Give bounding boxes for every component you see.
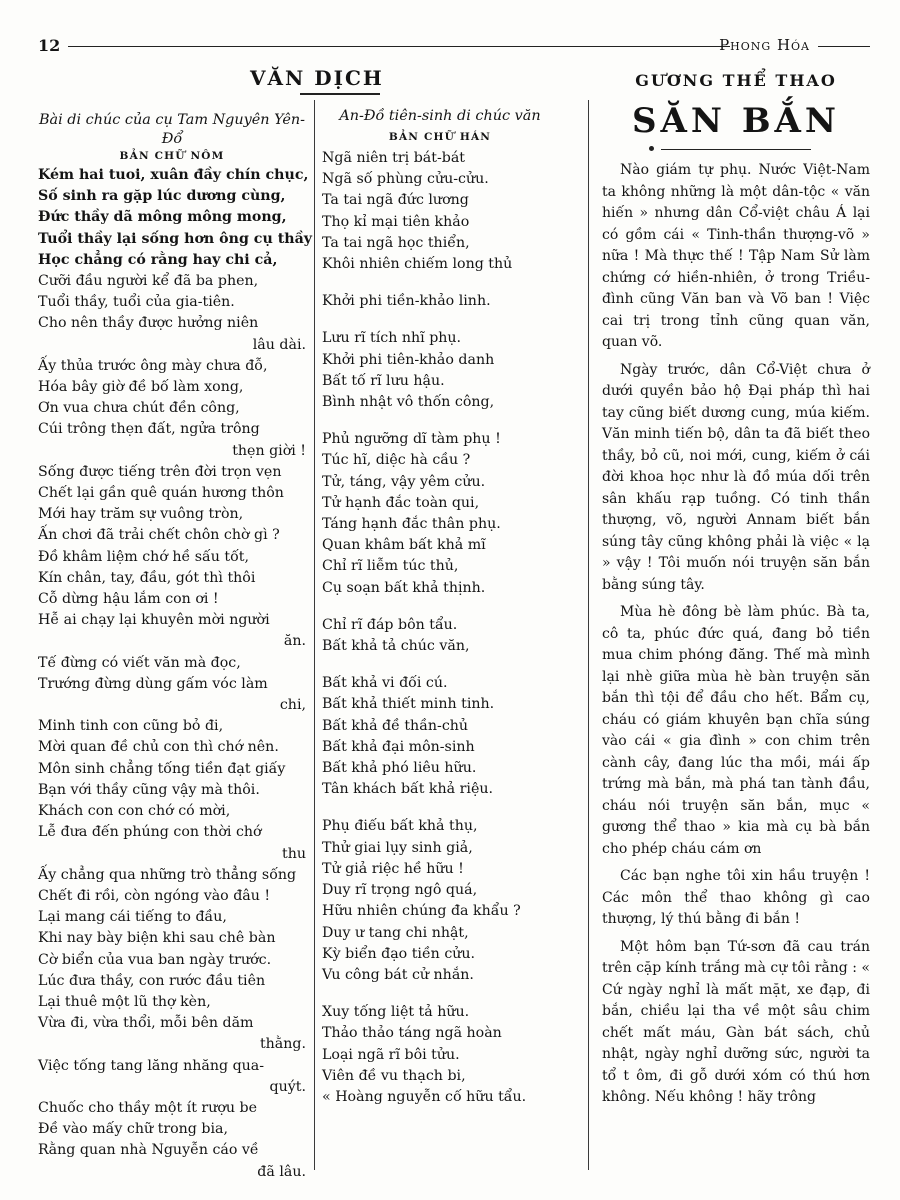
nom-verse-line: Đồ khâm liệm chớ hề sấu tốt, <box>38 548 249 565</box>
han-verse-line: Khởi phi tiền-khảo linh. <box>322 293 491 310</box>
nom-verse-line: Ấn chơi đã trải chết chôn chờ gì ? <box>38 527 280 544</box>
nom-verse-line: Lúc đưa thầy, con rước đầu tiên <box>38 972 266 989</box>
han-verse-line: Thảo thảo táng ngã hoàn <box>322 1025 502 1042</box>
han-verse-line: Duy rĩ trọng ngô quá, <box>322 882 478 899</box>
nom-verse-line: ăn. <box>283 633 306 650</box>
han-verse-line: Ta tai ngã học thiển, <box>322 234 470 251</box>
article-title-rule <box>661 149 811 150</box>
article-body <box>602 160 870 1109</box>
page-number: 12 <box>38 36 61 55</box>
article-kicker: GƯƠNG THỂ THAO <box>635 71 837 90</box>
nom-verse-line: Vừa đi, vừa thổi, mỗi bên dăm <box>38 1015 254 1032</box>
nom-verse-line: Tuổi thầy, tuổi của gia-tiên. <box>38 294 235 311</box>
han-verse-line: Lưu rĩ tích nhĩ phụ. <box>322 330 462 347</box>
han-verse-line: Bất khả thiết minh tinh. <box>322 696 495 713</box>
han-verse-line: Thọ kỉ mại tiên khảo <box>322 213 470 230</box>
section-title-rule <box>300 93 380 95</box>
nom-version-label: BẢN CHỮ NÔM <box>119 150 225 162</box>
nom-verse-line: Tuổi thầy lại sống hơn ông cụ thầy <box>38 230 313 247</box>
nom-verse-line: Khách con con chớ có mời, <box>38 803 231 820</box>
han-verse-line: Ngã niên trị bát-bát <box>322 150 465 166</box>
nom-verse-line: Trướng đừng dùng gấm vóc làm <box>38 675 268 692</box>
nom-verse-line: Lại mang cái tiếng to đầu, <box>38 909 227 926</box>
poem-title-nom: Bài di chúc của cụ Tam Nguyên Yên-Đổ <box>38 112 306 147</box>
nom-verse-line: đã lâu. <box>257 1163 306 1180</box>
nom-verse-line: thằng. <box>259 1036 306 1053</box>
han-verse-line: Phủ ngưỡng dĩ tàm phụ ! <box>322 431 501 448</box>
stanza-break <box>322 599 558 615</box>
nom-verse-line: Lại thuê một lũ thợ kèn, <box>38 993 211 1010</box>
han-verse-line: Kỳ biển đạo tiền cửu. <box>322 945 476 962</box>
header-rule <box>68 46 730 47</box>
nom-verse-line: thu <box>282 845 306 862</box>
nom-verse-line: Tế đừng có viết văn mà đọc, <box>38 654 241 671</box>
nom-verse-line: Mới hay trăm sự vuông tròn, <box>38 506 244 523</box>
nom-verse-line: Cúi trông thẹn đất, ngửa trông <box>38 421 260 438</box>
han-verse-line: Vu công bát cử nhắn. <box>322 966 474 983</box>
column-divider-left <box>314 100 315 1170</box>
nom-verse-line: Ơn vua chưa chút đền công, <box>38 400 240 417</box>
nom-verse-line: Chuốc cho thầy một ít rượu be <box>38 1099 257 1116</box>
running-title: Phong Hóa <box>719 36 810 54</box>
nom-verse-line: Ấy thủa trước ông mày chưa đỗ, <box>38 357 268 374</box>
nom-verse-line: Mời quan đề chủ con thì chớ nên. <box>38 739 279 756</box>
nom-verse-line: Môn sinh chẳng tống tiền đạt giấy <box>38 760 286 777</box>
han-verse-line: Phụ điếu bất khả thụ, <box>322 818 478 835</box>
han-verse-line: Khôi nhiên chiếm long thủ <box>322 256 513 273</box>
han-verse-line: Bình nhật vô thốn công, <box>322 394 495 411</box>
middle-column-han-poem <box>322 107 558 1108</box>
han-verse-line: Bất khả vi đối cú. <box>322 675 448 692</box>
nom-verse-line: Cỗ dừng hậu lắm con ơi ! <box>38 591 219 608</box>
article-paragraph: Các bạn nghe tôi xin hầu truyện ! Các môn thể thao không gì cao thượng, lý thú bằng đi bắn ! <box>602 868 870 928</box>
han-verse-line: Bất khả phó liêu hữu. <box>322 760 477 777</box>
article-paragraph: Nào giám tự phụ. Nước Việt-Nam ta không những là một dân-tộc « văn hiến » nhưng dân Cổ-việt châu Á lại có gồm cái « Tinh-thần thượng-võ » nữa ! Mà thực thế ! Tập Nam Sử làm chứng cớ hiền-nhiên, ở trong Triều-đình cũng Văn ban và Võ ban ! Việc cai trị trong tỉnh cũng quan văn, quan võ. <box>602 162 870 351</box>
nom-verse-line: Đức thầy dã mông mông mong, <box>38 209 287 226</box>
han-verse-line: Bất tố rĩ lưu hậu. <box>322 372 445 389</box>
han-version-label: BẢN CHỮ HÁN <box>388 131 492 143</box>
han-verse-line: Viên đề vu thạch bi, <box>322 1067 466 1084</box>
article-title: SĂN BẮN <box>631 101 841 142</box>
han-verse-line: Khởi phi tiên-khảo danh <box>322 351 495 368</box>
han-verse-line: Tân khách bất khả riệu. <box>322 781 493 798</box>
nom-verse-line: Chết đi rồi, còn ngóng vào đâu ! <box>38 887 271 904</box>
nom-verse-line: Ấy chẳng qua những trò thẳng sống <box>38 866 297 883</box>
han-verse-line: Ngã số phùng cửu-cửu. <box>322 171 489 188</box>
nom-verse-line: Lễ đưa đến phúng con thời chớ <box>38 824 262 841</box>
nom-verse-line: thẹn giời ! <box>232 442 306 459</box>
column-divider-right <box>588 100 589 1170</box>
right-column-article <box>602 70 870 1115</box>
nom-verse-line: Cưỡi đầu người kể đã ba phen, <box>38 273 259 290</box>
stanza-break <box>322 275 558 291</box>
left-column-nom-poem <box>38 111 313 1183</box>
poem-title-han: An-Đồ tiên-sinh di chúc văn <box>339 108 541 124</box>
nom-verse-line: chi, <box>279 697 306 714</box>
nom-verse-line: Đề vào mấy chữ trong bia, <box>38 1121 228 1138</box>
han-verse-line: « Hoàng nguyễn cố hữu tẩu. <box>322 1088 527 1105</box>
stanza-break <box>322 986 558 1002</box>
han-verse-line: Bất khả tả chúc văn, <box>322 638 470 655</box>
header-rule-right <box>818 46 870 47</box>
nom-verse-line: Khi nay bày biện khi sau chê bàn <box>38 930 276 947</box>
article-paragraph: Mùa hè đông bè làm phúc. Bà ta, cô ta, phúc đức quá, đang bỏ tiền mua chim phóng đăng. Thế mà mình lại nhè giữa mùa hè bàn truyện săn bắn thì tội để đầu cho hết. Bẩm cụ, cháu có giám khuyên bạn chĩa súng vào cái « gia đình » con chim trên cành cây, đang lúc tha mồi, mái ấp trứng mà bắn, mà phá tan tành đầu, cháu nói truyện săn bắn, mục « gương thể thao » kia mà cụ bà bắn cho phép cháu cám ơn <box>602 604 870 857</box>
nom-verse-line: Chết lại gần quê quán hương thôn <box>38 485 284 502</box>
han-verse-line: Duy ư tang chi nhật, <box>322 924 469 941</box>
han-verse-line: Tử hạnh đắc toàn qui, <box>322 494 480 511</box>
nom-verse-line: Minh tinh con cũng bỏ đi, <box>38 718 224 735</box>
stanza-break <box>322 657 558 673</box>
nom-verse-line: lâu dài. <box>252 336 306 353</box>
stanza-break <box>322 413 558 429</box>
article-paragraph: Ngày trước, dân Cổ-Việt chưa ở dưới quyền bảo hộ Đại pháp thì hai tay cũng biết dương cung, múa kiếm. Văn minh tiến bộ, dân ta đã biết theo thầy, bỏ cũ, noi mới, cung, kiếm ở cái đời khoa học như là đồ múa dối trên sân khấu rạp tuồng. Có tinh thần thượng, võ, người Annam biết bắn súng tây cũng không phải là việc « lạ » vậy ! Tôi muốn nói truyện săn bắn bằng súng tây. <box>602 361 870 593</box>
stanza-break <box>322 800 558 816</box>
han-verse-line: Hữu nhiên chúng đa khẩu ? <box>322 903 521 920</box>
nom-verse-line: Kín chân, tay, đầu, gót thì thôi <box>38 569 256 586</box>
han-verse-line: Loại ngã rĩ bôi tửu. <box>322 1046 460 1063</box>
han-verse-line: Chỉ rĩ liễm túc thủ, <box>322 558 459 575</box>
han-verse-line: Táng hạnh đắc thân phụ. <box>322 516 501 533</box>
nom-verse-line: Cho nên thầy được hưởng niên <box>38 315 259 332</box>
stanza-break <box>322 312 558 328</box>
han-verse-line: Túc hĩ, diệc hà cầu ? <box>322 452 471 469</box>
nom-verse-line: Bạn với thầy cũng vậy mà thôi. <box>38 781 260 798</box>
han-verse-line: Xuy tống liệt tả hữu. <box>322 1004 470 1021</box>
han-verse-line: Bất khả đại môn-sinh <box>322 738 475 755</box>
article-paragraph: Một hôm bạn Tứ-sơn đã cau trán trên cặp kính trắng mà cự tôi rằng : « Cứ ngày nghỉ là mất mặt, xe đạp, đi bắn, chiều lại tha về một sâu chim chết mất máu, Gàn bát sách, chủ nhật, ngày nghỉ dưỡng sức, người ta tổ t ôm, đi gỗ dưới xóm có thú hơn không. Nếu không ! hãy trông <box>602 938 870 1106</box>
nom-verse-line: Cờ biển của vua ban ngày trước. <box>38 951 272 968</box>
section-title: VĂN DỊCH <box>250 66 384 90</box>
nom-verse-line: Học chẳng có rằng hay chi cả, <box>38 251 278 268</box>
page-header <box>38 30 870 58</box>
nom-verse-line: Kém hai tuoi, xuân đầy chín chục, <box>38 167 309 183</box>
nom-verse-line: Số sinh ra gặp lúc dương cùng, <box>38 188 286 205</box>
han-verse-line: Tử, táng, vậy yêm cửu. <box>322 473 486 490</box>
han-verse-line: Bất khả đề thần-chủ <box>322 717 469 734</box>
nom-verse-list <box>38 165 313 1183</box>
nom-verse-line: Hễ ai chạy lại khuyên mời người <box>38 612 270 629</box>
nom-verse-line: Rằng quan nhà Nguyễn cáo về <box>38 1142 259 1159</box>
han-verse-line: Ta tai ngã đức lương <box>322 192 469 209</box>
han-verse-line: Thử giai lụy sinh giả, <box>322 839 473 856</box>
nom-verse-line: Hóa bây giờ đề bố làm xong, <box>38 379 244 396</box>
han-verse-line: Chỉ rĩ đáp bôn tẩu. <box>322 616 458 633</box>
han-verse-list <box>322 148 558 1108</box>
nom-verse-line: quýt. <box>269 1078 306 1095</box>
nom-verse-line: Việc tống tang lăng nhăng qua- <box>38 1057 265 1074</box>
han-verse-line: Quan khâm bất khả mĩ <box>322 537 486 554</box>
nom-verse-line: Sống được tiếng trên đời trọn vẹn <box>38 463 282 480</box>
han-verse-line: Tử giả riệc hề hữu ! <box>322 860 464 877</box>
han-verse-line: Cụ soạn bất khả thịnh. <box>322 579 486 596</box>
